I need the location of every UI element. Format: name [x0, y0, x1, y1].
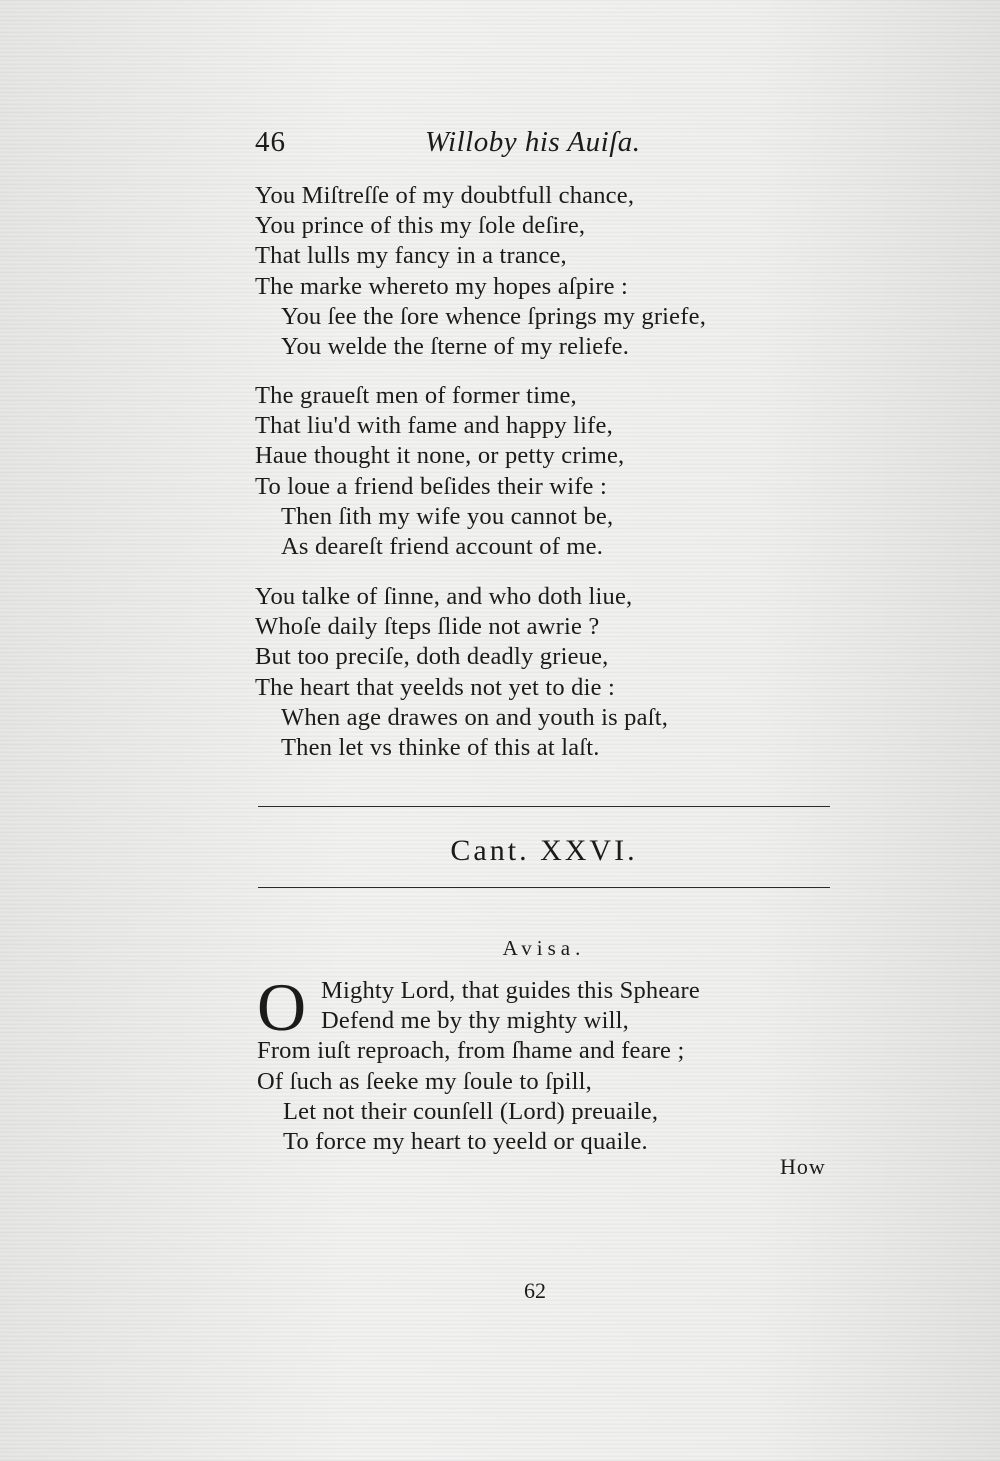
stanza-line: To loue a friend beſides their wife :	[255, 472, 607, 500]
stanza-line: But too preciſe, doth deadly grieue,	[255, 643, 609, 671]
stanza-line: Haue thought it none, or petty crime,	[255, 442, 625, 470]
stanza-line: The heart that yeelds not yet to die :	[255, 673, 616, 701]
stanza-line: To force my heart to yeeld or quaile.	[283, 1127, 648, 1155]
drop-cap: O	[257, 969, 307, 1045]
stanza-line: Then let vs thinke of this at laſt.	[281, 733, 600, 761]
stanza-line: From iuſt reproach, from ſhame and feare ;	[257, 1037, 685, 1065]
stanza-line: Defend me by thy mighty will,	[321, 1007, 629, 1035]
stanza-line: You Miſtreſſe of my doubtfull chance,	[255, 182, 635, 209]
stanza-line: The graueſt men of former time,	[255, 382, 577, 409]
stanza-1	[255, 181, 855, 362]
catchword: How	[780, 1154, 826, 1179]
stanza-line: When age drawes on and youth is paſt,	[281, 703, 669, 731]
stanza-line: The marke whereto my hopes aſpire :	[255, 272, 629, 300]
stanza-line: Then ſith my wife you cannot be,	[281, 502, 614, 530]
bottom-rule	[258, 887, 830, 888]
stanza-line: Of ſuch as ſeeke my ſoule to ſpill,	[257, 1067, 592, 1095]
stanza-line: That liu'd with fame and happy life,	[255, 412, 613, 440]
stanza-line: You ſee the ſore whence ſprings my griefe,	[281, 302, 707, 330]
running-title: Willoby his Auiſa.	[425, 126, 641, 158]
folio-number: 62	[524, 1278, 546, 1303]
stanza-line: You prince of this my ſole deſire,	[255, 212, 586, 240]
stanza-line: Mighty Lord, that guides this Spheare	[321, 977, 700, 1004]
speaker-heading: Avisa.	[502, 936, 586, 960]
stanza-line: Let not their counſell (Lord) preuaile,	[283, 1097, 659, 1125]
stanza-line: You welde the ſterne of my reliefe.	[281, 332, 630, 360]
stanza-line: That lulls my fancy in a trance,	[255, 242, 567, 270]
canto-stanza	[257, 969, 857, 1157]
stanza-2	[255, 381, 855, 562]
stanza-line: Whoſe daily ſteps ſlide not awrie ?	[255, 613, 600, 641]
stanza-3	[255, 582, 855, 763]
canto-heading: Cant. XXVI.	[450, 834, 638, 867]
stanza-line: As deareſt friend account of me.	[281, 532, 604, 560]
top-rule	[258, 806, 830, 807]
stanza-line: You talke of ſinne, and who doth liue,	[255, 583, 633, 610]
page-number: 46	[255, 126, 286, 158]
running-head	[255, 126, 675, 166]
